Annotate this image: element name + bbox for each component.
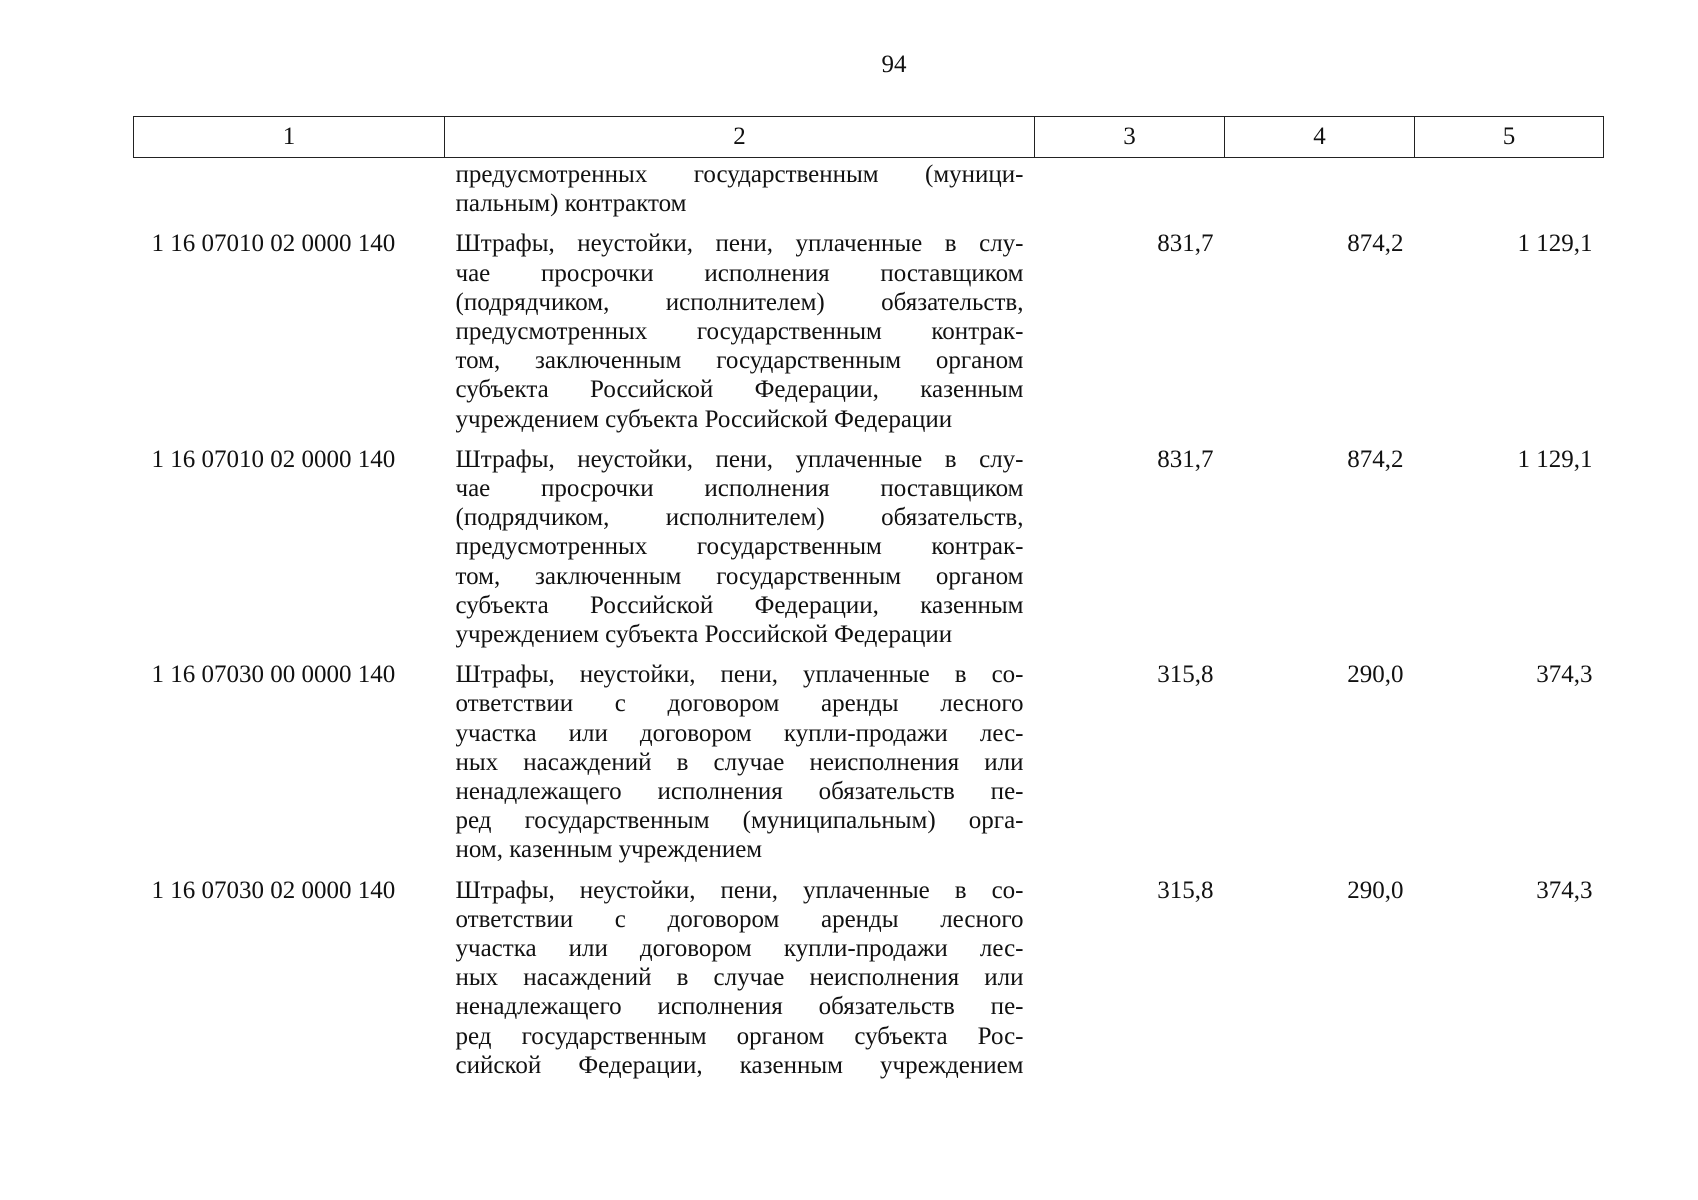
value-col-3: 315,8	[1157, 876, 1214, 904]
header-col-1: 1	[134, 117, 445, 158]
budget-table	[133, 116, 1604, 1091]
description-line: том, заключенным государственным органом	[455, 562, 1024, 590]
continuation-col-3	[1035, 158, 1225, 230]
value-col-3: 315,8	[1157, 661, 1214, 689]
description-line: ответствии с договором аренды лесного	[455, 690, 1024, 718]
value-col-4: 290,0	[1347, 876, 1404, 904]
header-col-3: 3	[1035, 117, 1225, 158]
description-line: сийской Федерации, казенным учреждением	[455, 1051, 1024, 1079]
continuation-row	[134, 158, 1604, 230]
description-line: учреждением субъекта Российской Федерации	[455, 621, 953, 649]
description-line: (подрядчиком, исполнителем) обязательств,	[455, 504, 1024, 532]
header-col-5: 5	[1415, 117, 1604, 158]
description-line: ных насаждений в случае неисполнения или	[455, 748, 1024, 776]
description-line: Штрафы, неустойки, пени, уплаченные в со-	[455, 661, 1024, 689]
table-row	[134, 876, 1604, 1091]
table-header	[134, 117, 1604, 158]
value-col-5: 374,3	[1536, 876, 1593, 904]
value-col-5: 1 129,1	[1517, 445, 1593, 473]
header-col-4: 4	[1225, 117, 1415, 158]
description-line: Штрафы, неустойки, пени, уплаченные в слу-	[455, 445, 1024, 473]
value-col-4: 290,0	[1347, 661, 1404, 689]
continuation-code-cell	[134, 158, 445, 230]
description-line: пальным) контрактом	[455, 190, 687, 218]
description-line: предусмотренных государственным контрак-	[455, 533, 1024, 561]
header-col-2: 2	[445, 117, 1035, 158]
description-line: ответствии с договором аренды лесного	[455, 905, 1024, 933]
description-line: субъекта Российской Федерации, казенным	[455, 376, 1024, 404]
value-col-3: 831,7	[1157, 445, 1214, 473]
description-line: ном, казенным учреждением	[455, 836, 763, 864]
description-line: ред государственным органом субъекта Рос-	[455, 1022, 1024, 1050]
description-line: том, заключенным государственным органом	[455, 347, 1024, 375]
value-col-4: 874,2	[1347, 230, 1404, 258]
description-line: предусмотренных государственным (муници-	[455, 161, 1024, 188]
continuation-description	[445, 158, 1035, 230]
table-row	[134, 229, 1604, 444]
continuation-col-5	[1415, 158, 1604, 230]
page-number: 94	[881, 51, 907, 78]
table-row	[134, 660, 1604, 875]
description-line: участка или договором купли-продажи лес-	[455, 935, 1024, 963]
table-row	[134, 445, 1604, 660]
value-col-3: 831,7	[1157, 230, 1214, 258]
row-description	[445, 229, 1035, 444]
description-line: учреждением субъекта Российской Федерации	[455, 405, 953, 433]
budget-code: 1 16 07010 02 0000 140	[151, 230, 396, 258]
description-line: Штрафы, неустойки, пени, уплаченные в слу-	[455, 230, 1024, 258]
value-col-5: 374,3	[1536, 661, 1593, 689]
table-body	[134, 158, 1604, 1092]
budget-table-container	[133, 116, 1603, 1091]
description-line: ред государственным (муниципальным) орга-	[455, 807, 1024, 835]
budget-code: 1 16 07030 00 0000 140	[151, 661, 396, 689]
continuation-col-4	[1225, 158, 1415, 230]
description-line: чае просрочки исполнения поставщиком	[455, 475, 1024, 503]
description-line: ненадлежащего исполнения обязательств пе-	[455, 993, 1024, 1021]
value-col-5: 1 129,1	[1517, 230, 1593, 258]
description-line: ненадлежащего исполнения обязательств пе-	[455, 778, 1024, 806]
header-row	[134, 117, 1604, 158]
value-col-4: 874,2	[1347, 445, 1404, 473]
description-line: предусмотренных государственным контрак-	[455, 318, 1024, 346]
budget-code: 1 16 07030 02 0000 140	[151, 876, 396, 904]
row-description	[445, 660, 1035, 875]
description-line: участка или договором купли-продажи лес-	[455, 719, 1024, 747]
description-line: чае просрочки исполнения поставщиком	[455, 259, 1024, 287]
budget-code: 1 16 07010 02 0000 140	[151, 445, 396, 473]
row-description	[445, 876, 1035, 1091]
description-line: ных насаждений в случае неисполнения или	[455, 964, 1024, 992]
description-line: (подрядчиком, исполнителем) обязательств,	[455, 288, 1024, 316]
row-description	[445, 445, 1035, 660]
description-line: субъекта Российской Федерации, казенным	[455, 591, 1024, 619]
description-line: Штрафы, неустойки, пени, уплаченные в со-	[455, 876, 1024, 904]
